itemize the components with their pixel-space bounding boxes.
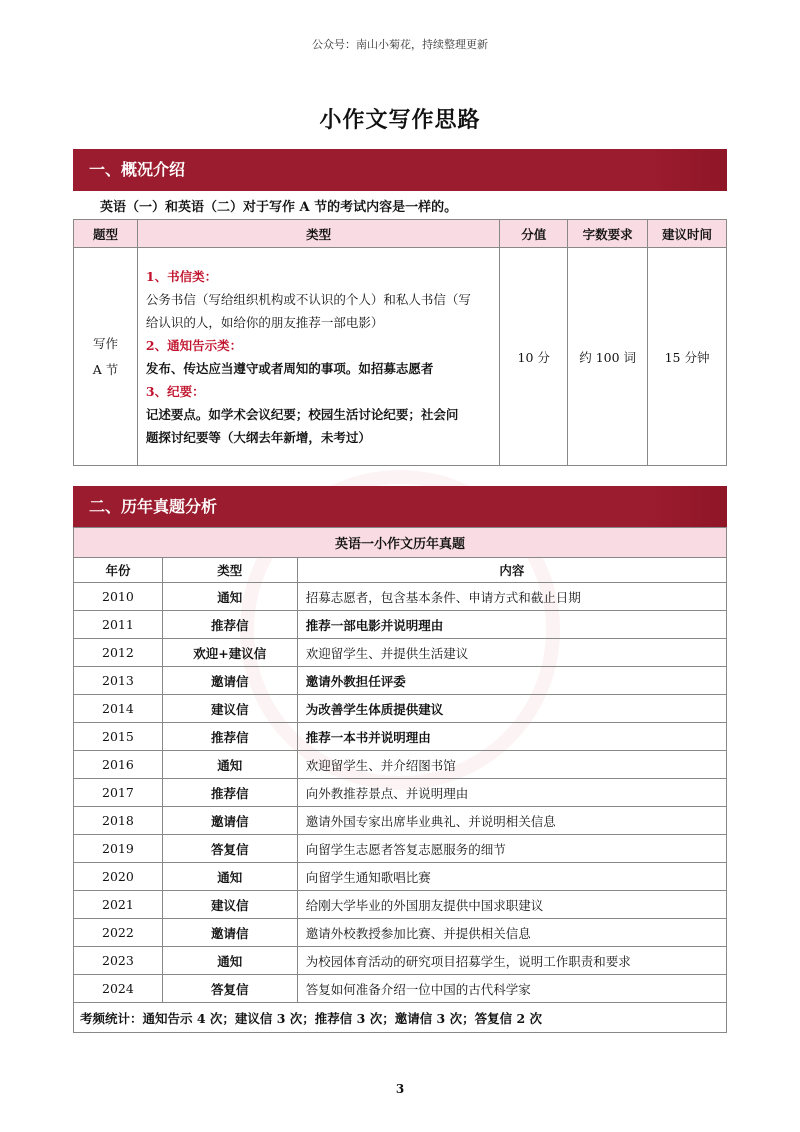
table-title-row	[74, 528, 727, 558]
content-cell: 邀请外教担任评委	[297, 667, 726, 695]
category-label: 3、纪要：	[145, 383, 205, 399]
year-cell: 2017	[74, 779, 163, 807]
table-row	[74, 947, 727, 975]
table-title: 英语一小作文历年真题	[74, 528, 727, 558]
header-cell: 类型	[162, 558, 297, 583]
section-heading-label: 二、历年真题分析	[89, 497, 218, 516]
table-row	[74, 807, 727, 835]
content-cell: 向留学生通知歌唱比赛	[297, 863, 726, 891]
content-cell: 推荐一本书并说明理由	[297, 723, 726, 751]
table-row	[74, 695, 727, 723]
table-row	[74, 667, 727, 695]
question-type-cell: 写作 A 节	[74, 248, 138, 466]
score-cell: 10 分	[500, 248, 568, 466]
page-number: 3	[395, 1082, 405, 1096]
type-cell: 邀请信	[162, 667, 297, 695]
header-cell: 类型	[137, 220, 499, 248]
type-cell: 推荐信	[162, 723, 297, 751]
type-cell: 答复信	[162, 835, 297, 863]
section-heading-overview	[73, 149, 727, 191]
year-cell: 2010	[74, 583, 163, 611]
year-cell: 2018	[74, 807, 163, 835]
category-desc: 公务书信（写给组织机构或不认识的个人）和私人书信（写	[145, 291, 471, 307]
intro-text: 英语（一）和英语（二）对于写作 A 节的考试内容是一样的。	[100, 200, 458, 215]
content-cell: 为校园体育活动的研究项目招募学生，说明工作职责和要求	[297, 947, 726, 975]
content-cell: 向外教推荐景点、并说明理由	[297, 779, 726, 807]
table-row	[74, 723, 727, 751]
content-cell: 招募志愿者，包含基本条件、申请方式和截止日期	[297, 583, 726, 611]
year-cell: 2021	[74, 891, 163, 919]
section-heading-label: 一、概况介绍	[89, 160, 186, 179]
header-cell: 题型	[74, 220, 138, 248]
header-watermark: 公众号：南山小菊花，持续整理更新	[312, 38, 488, 51]
category-desc: 给认识的人，如给你的朋友推荐一部电影）	[145, 314, 384, 330]
type-cell: 通知	[162, 947, 297, 975]
type-cell: 建议信	[162, 695, 297, 723]
table-row	[74, 611, 727, 639]
table-header-row	[74, 220, 727, 248]
year-cell: 2013	[74, 667, 163, 695]
category-desc: 记述要点。如学术会议纪要；校园生活讨论纪要；社会问	[145, 406, 459, 422]
content-cell: 欢迎留学生、并介绍图书馆	[297, 751, 726, 779]
year-cell: 2023	[74, 947, 163, 975]
header-cell: 建议时间	[648, 220, 727, 248]
stats-text: 考频统计：通知告示 4 次；建议信 3 次；推荐信 3 次；邀请信 3 次；答复信 2 次	[74, 1003, 727, 1033]
type-cell: 邀请信	[162, 807, 297, 835]
table-header-row	[74, 558, 727, 583]
overview-table	[73, 219, 727, 466]
category-desc: 题探讨纪要等（大纲去年新增，未考过）	[145, 429, 371, 445]
past-exams-table	[73, 527, 727, 1033]
content-cell: 答复如何准备介绍一位中国的古代科学家	[297, 975, 726, 1003]
category-label: 1、书信类：	[145, 268, 218, 284]
table-row	[74, 751, 727, 779]
table-row	[74, 779, 727, 807]
table-row	[74, 975, 727, 1003]
content-cell: 为改善学生体质提供建议	[297, 695, 726, 723]
header-cell: 字数要求	[568, 220, 648, 248]
type-cell: 欢迎+建议信	[162, 639, 297, 667]
content-cell: 推荐一部电影并说明理由	[297, 611, 726, 639]
year-cell: 2014	[74, 695, 163, 723]
category-label: 2、通知告示类：	[145, 337, 243, 353]
header-cell: 年份	[74, 558, 163, 583]
content-cell: 欢迎留学生、并提供生活建议	[297, 639, 726, 667]
header-cell: 内容	[297, 558, 726, 583]
word-count-cell: 约 100 词	[568, 248, 648, 466]
type-cell: 推荐信	[162, 611, 297, 639]
year-cell: 2019	[74, 835, 163, 863]
type-cell: 答复信	[162, 975, 297, 1003]
type-cell: 通知	[162, 751, 297, 779]
year-cell: 2016	[74, 751, 163, 779]
year-cell: 2020	[74, 863, 163, 891]
type-cell: 推荐信	[162, 779, 297, 807]
table-row	[74, 835, 727, 863]
category-cell	[137, 248, 499, 466]
table-row	[74, 863, 727, 891]
type-cell: 邀请信	[162, 919, 297, 947]
table-row	[74, 248, 727, 466]
content-cell: 邀请外国专家出席毕业典礼、并说明相关信息	[297, 807, 726, 835]
content-cell: 邀请外校教授参加比赛、并提供相关信息	[297, 919, 726, 947]
category-desc: 发布、传达应当遵守或者周知的事项。如招募志愿者	[145, 360, 434, 376]
header-cell: 分值	[500, 220, 568, 248]
content-cell: 向留学生志愿者答复志愿服务的细节	[297, 835, 726, 863]
year-cell: 2024	[74, 975, 163, 1003]
section-heading-analysis	[73, 486, 727, 528]
year-cell: 2022	[74, 919, 163, 947]
year-cell: 2015	[74, 723, 163, 751]
table-row	[74, 891, 727, 919]
year-cell: 2011	[74, 611, 163, 639]
type-cell: 建议信	[162, 891, 297, 919]
page-title: 小作文写作思路	[319, 107, 481, 133]
type-cell: 通知	[162, 583, 297, 611]
time-cell: 15 分钟	[648, 248, 727, 466]
type-cell: 通知	[162, 863, 297, 891]
table-row	[74, 583, 727, 611]
content-cell: 给刚大学毕业的外国朋友提供中国求职建议	[297, 891, 726, 919]
table-row	[74, 639, 727, 667]
stats-row	[74, 1003, 727, 1033]
year-cell: 2012	[74, 639, 163, 667]
table-row	[74, 919, 727, 947]
